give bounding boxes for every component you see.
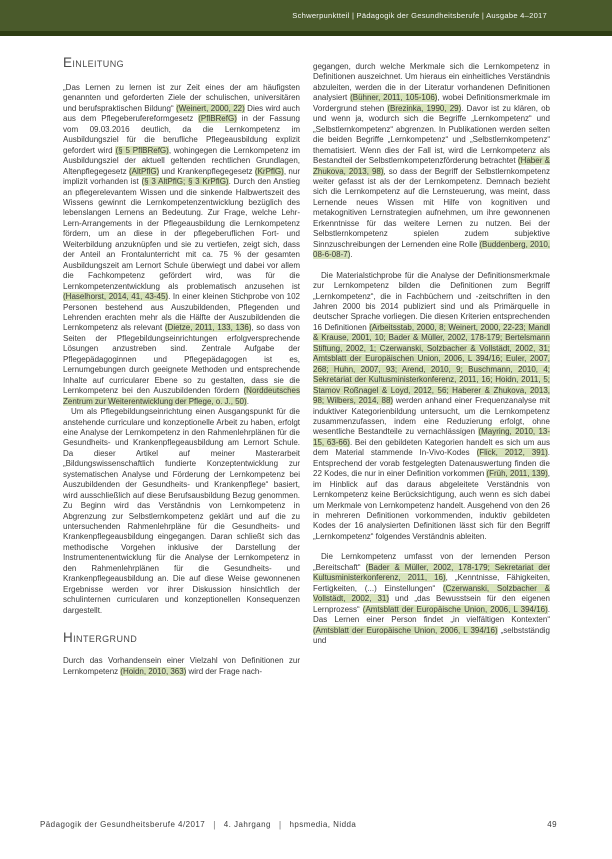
citation-highlight: (Norddeutsches Zentrum zur Weiterentwicklung der Pflege, o. J., 50)	[63, 386, 300, 406]
paragraph-lernkompetenz-definition: Die Lernkompetenz umfasst von der lernenden Person „Bereitschaft“ (Bader & Müller, 2002, 178-179; Sekretariat der Kultusministerkonferenz, 2011, 16), „Kenntnisse, Fähigkeiten, Fertigkeiten, (...) Einstellungen“ (Czerwanski, Solzbacher & Vollstädt, 2002, 31) und „das Bewusstsein für den eigenen Lernprozess“ (Amtsblatt der Europäische Union, 2006, L 394/16). Das Lernen einer Person findet „in vielfältigen Kontexten“ (Amtsblatt der Europäische Union, 2006, L 394/16) „selbstständig und	[313, 552, 550, 646]
footer-volume: 4. Jahrgang	[223, 820, 271, 829]
page-footer	[0, 820, 612, 834]
footer-journal-title: Pädagogik der Gesundheitsberufe 4/2017	[40, 820, 206, 829]
citation-highlight: (Arbeitsstab, 2000, 8; Weinert, 2000, 22-23; Mandl & Krause, 2001, 10; Bader & Müller, 2002, 178-179; Bertelsmann Stiftung, 2002, 1; Czerwanski, Solzbacher & Vollstädt, 2002, 31; Amtsblatt der Europäischen Union, 2006, L 394/16; Euler, 2007, 268; Huhn, 2007, 93; Arend, 2010, 9; Buschmann, 2010, 4; Sekretariat der Kultusministerkonferenz, 2011, 16; Hoidn, 2011, 5; Stamov Roßnagel & Loyd, 2012, 56; Haberer & Zhukova, 2013, 98; Wilbers, 2014, 88)	[313, 322, 550, 406]
paragraph-einleitung-2: Um als Pflegebildungseinrichtung einen Ausgangspunkt für die anstehende curriculare und konzeptionelle Arbeit zu haben, erfolgt eine Analyse der Lernkompetenz in den Rahmenlehrplänen für die Gesundheits- und Krankenpflegeausbildung am Lernort Schule. Da dieser Artikel auf meiner Masterarbeit „Bildungswissenschaftlich fundierte Konzeptentwicklung zur systematischen Analyse und Förderung der Lernkompetenz bei Auszubildenden der Gesundheits- und Krankenpflege“ basiert, wird ausschließlich auf diese Berufsausbildung Bezug genommen. Zu Beginn wird das Verständnis von Lernkompetenz in Abgrenzung zur Selbstlernkompetenz geklärt und auf die zu untersuchenden Rahmenlehrpläne für die Gesundheits- und Krankenpflegeausbildung eingegangen. Daran schließt sich das methodische Vorgehen inklusive der Darstellung der Instrumentenentwicklung für die Analyse der Lernkompetenz in den Rahmenlehrplänen für die Gesundheits- und Krankenpflegeausbildung an. Die auf diese Weise gewonnenen Ergebnisse werden vor ihrer Diskussion hinsichtlich der schulinternen curricularen und konzeptionellen Konsequenzen dargestellt.	[63, 407, 300, 615]
paragraph-continuation: gegangen, durch welche Merkmale sich die Lernkompetenz in Definitionen auszeichnet. Um hieraus ein einheitliches Verständnis abzuleiten, werden die in der Literatur vorhandenen Definitionen analysiert (Bühner, 2011, 105-106), wobei Definitionsmerkmale im Vordergrund stehen (Brezinka, 1990, 29). Davor ist zu klären, ob und wenn ja, wodurch sich die Begriffe „Lernkompetenz“ und „Selbstlernkompetenz“ abgrenzen. In Publikationen werden selten die beiden Begriffe „Lernkompetenz“ und „Selbstlernkompetenz“ thematisiert. Wenn dies der Fall ist, wird die Lernkompetenz als Bestandteil der Selbstlernkompetenzförderung betrachtet (Haber & Zhukova, 2013, 98), so dass der Begriff der Selbstlernkompetenz weiter gefasst ist als der der Lernkompetenz. Demnach bezieht sich die Lernkompetenz auf die Lernsteuerung, was meint, dass Lernende neues Wissen mit Hilfe von kognitiven und metakognitiven Lernstrategien aufnehmen, um ihre gewonnenen Erkenntnisse für das weitere Lernen zu nutzen. Bei der Selbstlernkompetenz spielen zudem subjektive Sinnzuschreibungen der Lernenden eine Rolle (Buddenberg, 2010, 08-6-08-7).	[313, 62, 551, 260]
citation-highlight: (Amtsblatt der Europäische Union, 2006, L 394/16)	[313, 625, 498, 635]
paragraph-einleitung-1: „Das Lernen zu lernen ist zur Zeit eines der am häufigsten genannten und geforderten Ziele der schulischen, universitären und berufspraktischen Bildung“ (Weinert, 2000, 22) Dies wird auch aus dem Pflegeberufereformgesetz (PflBRefG) in der Fassung vom 09.03.2016 deutlich, da die Lernkompetenz im Ausbildungsziel für die berufliche Pflegeausbildung explizit gefordert wird (§ 5 PflBRefG), wohingegen die Lernkompetenz im Ausbildungsziel der aktuell geltenden rechtlichen Grundlagen, Altenpflegegesetz (AltPflG) und Krankenpflegegesetz (KrPflG), nur implizit vorhanden ist (§ 3 AltPflG; § 3 KrPflG). Durch den Anstieg an pflegerelevantem Wissen und die sinkende Halbwertszeit des Wissens gewinnt die Lernkompetenzentwicklung bezüglich des lebenslangen Lernens an Bedeutung. Zur Frage, welche Lehr-Lern-Arrangements in der Pflegeausbildung die Lernkompetenz fördern, um an diese in der pflegeberuflichen Fort- und Weiterbildung anzuknüpfen und sie zu vertiefen, zeigt sich, dass der Anteil an Frontalunterricht mit ca. 75 % der gesamten Ausbildungszeit am Lernort Schule überwiegt und dabei vor allem die Fachkompetenz gefördert wird, was für die Lernkompetenzentwicklung als problematisch anzusehen ist (Haselhorst, 2014, 41, 43-45). In einer kleinen Stichprobe von 102 Personen bestehend aus Auszubildenden, Pflegenden und Lehrenden erachten mehr als die Hälfte der Auszubildenden die Lernkompetenz als relevant (Dietze, 2011, 133, 136), so dass von Seiten der Pflegebildungseinrichtungen erfolgversprechende Lösungen anzustreben sind. Zentrale Aufgabe der Pflegepädagoginnen und Pflegepädagogen ist es, Lernumgebungen durch geeignete Methoden und entsprechende Inhalte auf curricularer Ebene so zu gestalten, dass sie die Lernkompetenz bei den Auszubildenden fördern (Norddeutsches Zentrum zur Weiterentwicklung der Pflege, o. J., 50).	[63, 83, 301, 406]
citation-highlight: (Bader & Müller, 2002, 178-179; Sekretariat der Kultusministerkonferenz, 2011, 16)	[313, 562, 550, 583]
citation-highlight: (Weinert, 2000, 22)	[176, 103, 245, 113]
citation-highlight: (Buddenberg, 2010, 08-6-08-7)	[313, 239, 550, 260]
citation-highlight: (Flick, 2012, 391)	[476, 448, 548, 458]
footer-journal-info	[40, 820, 356, 829]
citation-highlight: (Hoidn, 2010, 363)	[120, 666, 187, 676]
paragraph-hintergrund-1: Durch das Vorhandensein einer Vielzahl von Definitionen zur Lernkompetenz (Hoidn, 2010, 363) wird der Frage nach-	[63, 656, 300, 676]
citation-highlight: (KrPflG)	[254, 166, 284, 176]
citation-highlight: (Früh, 2011, 139)	[486, 469, 548, 479]
citation-highlight: (Czerwanski, Solzbacher & Vollstädt, 2002, 31)	[313, 583, 550, 604]
citation-highlight: (§ 3 AltPflG; § 3 KrPflG)	[141, 177, 229, 187]
page-number: 49	[547, 820, 557, 829]
citation-highlight: (§ 5 PflBRefG)	[115, 145, 169, 155]
section-heading-einleitung: Einleitung	[63, 55, 125, 70]
page-header-bar	[0, 0, 612, 36]
citation-highlight: (Amtsblatt der Europäische Union, 2006, L 394/16)	[362, 604, 548, 614]
citation-highlight: (Dietze, 2011, 133, 136)	[164, 323, 252, 333]
citation-highlight: (AltPflG)	[129, 166, 160, 176]
citation-highlight: (Brezinka, 1990, 29)	[387, 103, 462, 113]
section-heading-hintergrund: Hintergrund	[63, 630, 138, 646]
footer-separator: |	[213, 819, 216, 830]
running-head: Schwerpunktteil | Pädagogik der Gesundheitsberufe | Ausgabe 4–2017	[292, 11, 547, 20]
footer-separator: |	[278, 819, 282, 830]
citation-highlight: (Haber & Zhukova, 2013, 98)	[313, 156, 550, 176]
right-column	[313, 62, 550, 646]
citation-highlight: (Mayring, 2010, 13-15, 63-66)	[313, 427, 551, 447]
left-column	[63, 56, 300, 677]
citation-highlight: (Bühner, 2011, 105-106)	[350, 93, 438, 103]
footer-publisher: hpsmedia, Nidda	[289, 820, 357, 829]
citation-highlight: (Haselhorst, 2014, 41, 43-45)	[63, 292, 169, 302]
citation-highlight: (PflBRefG)	[198, 114, 237, 124]
paragraph-materialstichprobe: Die Materialstichprobe für die Analyse der Definitionsmerkmale zur Lernkompetenz bilden die Definitionen zum Begriff „Lernkompetenz“, die in Fachbüchern und -zeitschriften in den Jahren 2000 bis 2014 publiziert sind und als Primärquelle in deutscher Sprache vorliegen. Die diesen Kriterien entsprechenden 16 Definitionen (Arbeitsstab, 2000, 8; Weinert, 2000, 22-23; Mandl & Krause, 2001, 10; Bader & Müller, 2002, 178-179; Bertelsmann Stiftung, 2002, 1; Czerwanski, Solzbacher & Vollstädt, 2002, 31; Amtsblatt der Europäischen Union, 2006, L 394/16; Euler, 2007, 268; Huhn, 2007, 93; Arend, 2010, 9; Buschmann, 2010, 4; Sekretariat der Kultusministerkonferenz, 2011, 16; Hoidn, 2011, 5; Stamov Roßnagel & Loyd, 2012, 56; Haberer & Zhukova, 2013, 98; Wilbers, 2014, 88) werden anhand einer Frequenzanalyse mit induktiver Kategorienbildung untersucht, um die Lernkompetenz zusammenzufassen, indem eine Reduzierung erfolgt, ohne wesentliche Bestandteile zu vernachlässigen (Mayring, 2010, 13-15, 63-66). Bei den gebildeten Kategorien handelt es sich um aus dem Material stammende In-Vivo-Kodes (Flick, 2012, 391). Entsprechend der vorab festgelegten Datenauswertung finden die 22 Kodes, die nur in einer Definition vorkommen (Früh, 2011, 139), im Hinblick auf das daraus abgeleitete Verständnis von Lernkompetenz keine Berücksichtigung, auch wenn es sich dabei um Merkmale von Lernkompetenz handelt. Ausgehend von den 26 in mehreren Definitionen vorkommenden, induktiv gebildeten Kodes der 16 analysierten Definitionen lässt sich für den Begriff „Lernkompetenz“ folgendes Verständnis ableiten.	[313, 270, 551, 541]
